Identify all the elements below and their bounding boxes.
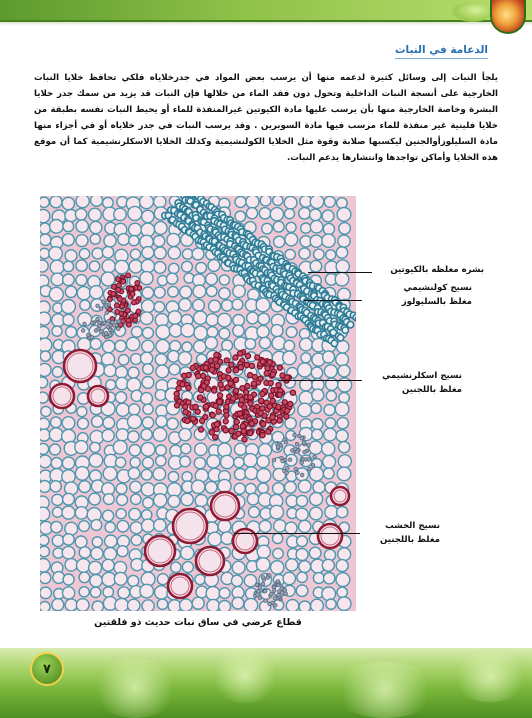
page-number: ٧	[30, 652, 64, 686]
label-sclerenchyma-line2: مغلظ باللجنين	[401, 385, 462, 395]
leader-line-xylem	[234, 533, 360, 534]
label-collenchyma-line2: مغلظ بالسليولوز	[401, 297, 472, 307]
micrograph-drawing	[40, 196, 356, 611]
section-title: الدعامة في النبات	[395, 44, 488, 59]
leader-line-sclerenchyma	[278, 380, 362, 381]
bottom-decorative-band	[0, 648, 532, 718]
leaf-decoration	[452, 2, 492, 22]
corner-flower-badge	[490, 0, 526, 34]
leader-line-epidermis	[308, 272, 372, 273]
figure-caption: قطاع عرضي في ساق نبات حديث ذو فلقتين	[94, 617, 302, 628]
label-cutinized-epidermis: بشره مغلظه بالكيوتين	[390, 265, 484, 275]
label-collenchyma-line1: نسيج كولنشيمي	[403, 283, 472, 293]
stem-cross-section-micrograph	[40, 196, 356, 611]
label-sclerenchyma-line1: نسيج اسكلرنشيمي	[382, 371, 462, 381]
label-xylem-line2: مغلظ باللجنين	[379, 535, 440, 545]
leader-line-collenchyma	[304, 300, 362, 301]
label-xylem-line1: نسيج الخشب	[385, 521, 440, 531]
body-paragraph: يلجأ النبات إلى وسائل كثيرة لدعمه منها أن يرسب بعض المواد في جدرخلاياه فلكي تحافظ خلايا النبات الخارجية على أنسجة النبات الداخلية وتحول دون فقد الماء من خلالها فإن النبات قد يزيد من سمك جدر خلايا البشرة وخاصة الخارجية منها بأن يرسب عليها مادة الكيوتين غيرالمنفذة للماء أو يحيط النبات نفسه بطبقة من خلايا فلينية غير منفذة للماء مرسب فيها مادة السوبرين . وقد يرسب النبات في جدر خلاياه أو في أجزاء منها مادة السليلوزأوالجنين ليكسبها صلابة وقوة مثل الخلايا الكولنشيمية وكذلك الخلايا الاسكلرنشيمية كما أن موقع هذه الخلايا وأماكن تواجدها وانتشارها يدعم النبات.	[34, 73, 498, 163]
